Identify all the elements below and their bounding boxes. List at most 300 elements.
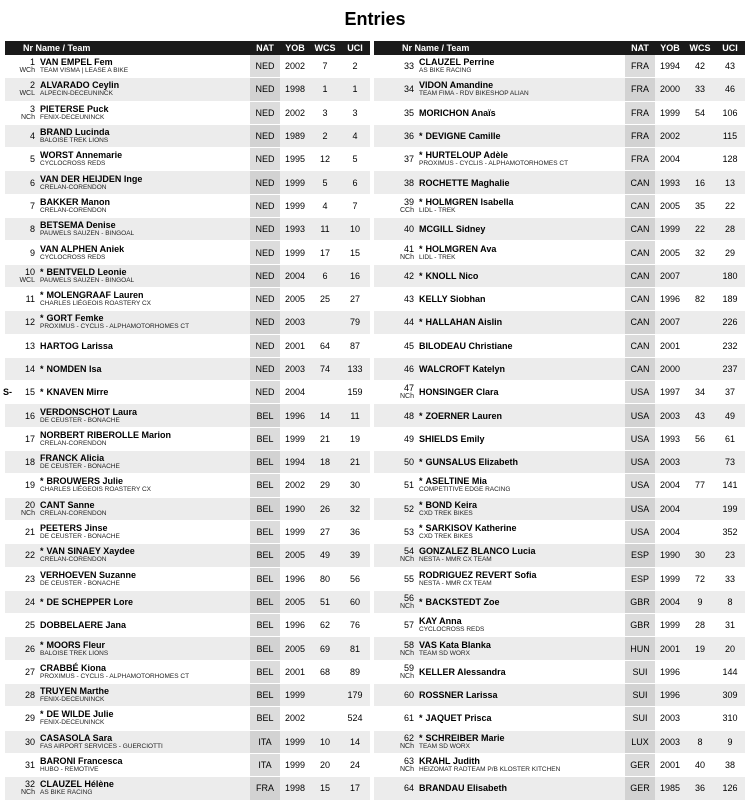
entry-name-cell <box>37 590 250 613</box>
rider-yob: 1996 <box>655 287 685 310</box>
rider-team: HEIZOMAT RADTEAM P/B KLOSTER KITCHEN <box>419 766 561 774</box>
rider-uci: 310 <box>715 707 745 730</box>
entry-number: 33 <box>403 61 414 72</box>
entry-name-cell <box>37 334 250 357</box>
page-title: Entries <box>344 9 406 29</box>
rider-name: HARTOG Larissa <box>40 340 113 351</box>
rider-wcs: 16 <box>685 171 715 194</box>
rider-wcs <box>310 381 340 404</box>
rider-wcs <box>685 451 715 474</box>
rider-yob: 2005 <box>280 544 310 567</box>
rider-wcs <box>685 264 715 287</box>
entry-name-cell <box>37 614 250 637</box>
entry-number-cell <box>5 730 37 753</box>
rider-name-line <box>40 341 250 351</box>
rider-name: WALCROFT Katelyn <box>419 364 506 374</box>
entry-number: 29 <box>24 713 35 724</box>
rider-team: LIDL - TREK <box>419 206 456 214</box>
rider-uci: 39 <box>340 544 370 567</box>
rider-uci: 1 <box>340 78 370 101</box>
rider-name: VAN ALPHEN Aniek <box>40 243 125 254</box>
entry-number: 42 <box>403 270 414 281</box>
rider-nat: SUI <box>625 660 655 683</box>
rider-name: BAKKER Manon <box>40 196 110 207</box>
entry-name-cell <box>416 171 625 194</box>
rider-wcs: 77 <box>685 474 715 497</box>
rider-team: CRELAN-CORENDON <box>40 509 107 517</box>
rider-yob: 2002 <box>655 124 685 147</box>
rider-wcs: 74 <box>310 357 340 380</box>
rider-name: VIDON Amandine <box>419 80 494 91</box>
rider-team: BALOISE TREK LIONS <box>40 137 109 145</box>
rider-nat: GER <box>625 753 655 776</box>
rider-name-line <box>419 197 625 207</box>
entry-number-cell <box>374 148 416 171</box>
rider-name-line <box>40 453 250 463</box>
rider-nat: BEL <box>250 637 280 660</box>
rider-wcs: 68 <box>310 660 340 683</box>
rider-yob: 1997 <box>655 381 685 404</box>
table-row <box>374 520 745 543</box>
rider-wcs: 14 <box>310 404 340 427</box>
entry-name-cell <box>37 101 250 124</box>
entry-number: 52 <box>403 503 414 514</box>
table-row <box>374 567 745 590</box>
entry-name-cell <box>416 124 625 147</box>
entry-category: NCh <box>399 672 414 680</box>
entry-number: 1 <box>29 57 35 68</box>
entry-number-cell <box>374 520 416 543</box>
table-row <box>5 124 370 147</box>
rider-name-line <box>40 779 250 789</box>
entry-name-cell <box>416 474 625 497</box>
entry-category: CCh <box>399 206 414 214</box>
rider-wcs: 9 <box>685 590 715 613</box>
star-marker: * <box>40 476 44 487</box>
rider-name: GONZALEZ BLANCO Lucia <box>419 546 536 557</box>
entry-number: 10 <box>24 266 35 277</box>
rider-yob: 2001 <box>655 334 685 357</box>
rider-name: ASELTINE Mia <box>425 476 487 487</box>
rider-team: DE CEUSTER - BONACHE <box>40 416 120 424</box>
entry-name-cell <box>37 520 250 543</box>
rider-name-line <box>40 407 250 417</box>
rider-name-line <box>40 57 250 67</box>
rider-team: CYCLOCROSS REDS <box>419 626 485 634</box>
rider-wcs <box>685 124 715 147</box>
entries-table-right <box>374 41 745 801</box>
entry-name-cell <box>37 637 250 660</box>
entry-category: NCh <box>20 509 35 517</box>
rider-team: NESTA - MMR CX TEAM <box>419 556 492 564</box>
entry-number-cell <box>5 241 37 264</box>
rider-name: BRANDAU Elisabeth <box>419 783 508 794</box>
rider-team: LIDL - TREK <box>419 253 456 261</box>
rider-wcs: 26 <box>310 497 340 520</box>
rider-nat: USA <box>625 474 655 497</box>
rider-name-line <box>419 411 625 421</box>
table-row <box>374 730 745 753</box>
rider-wcs: 29 <box>310 474 340 497</box>
entry-number-cell <box>5 381 37 404</box>
rider-name: JAQUET Prisca <box>425 713 492 724</box>
table-row <box>374 334 745 357</box>
rider-yob: 2004 <box>280 381 310 404</box>
entries-body-right <box>374 55 745 800</box>
rider-name-line <box>40 733 250 743</box>
rider-wcs: 49 <box>310 544 340 567</box>
rider-yob: 1999 <box>280 753 310 776</box>
rider-nat: NED <box>250 55 280 78</box>
rider-name: NORBERT RIBEROLLE Marion <box>40 429 172 440</box>
entry-number: 53 <box>403 527 414 538</box>
rider-wcs: 32 <box>685 241 715 264</box>
entry-name-cell <box>416 660 625 683</box>
rider-team: PAUWELS SAUZEN - BINGOAL <box>40 276 135 284</box>
rider-nat: FRA <box>625 78 655 101</box>
table-row <box>5 730 370 753</box>
table-row <box>374 753 745 776</box>
rider-uci: 4 <box>340 124 370 147</box>
rider-nat: FRA <box>250 777 280 800</box>
table-row <box>5 614 370 637</box>
rider-uci: 159 <box>340 381 370 404</box>
entry-number-cell <box>374 241 416 264</box>
rider-yob: 1985 <box>655 777 685 800</box>
rider-name: VAS Kata Blanka <box>419 639 491 650</box>
rider-nat: NED <box>250 381 280 404</box>
rider-nat: USA <box>625 520 655 543</box>
rider-uci: 22 <box>715 194 745 217</box>
rider-name-line <box>419 57 625 67</box>
table-row <box>374 474 745 497</box>
rider-uci: 76 <box>340 614 370 637</box>
entry-number: 23 <box>24 573 35 584</box>
rider-nat: BEL <box>250 451 280 474</box>
rider-uci: 31 <box>715 614 745 637</box>
rider-nat: BEL <box>250 404 280 427</box>
rider-name: VAN EMPEL Fem <box>40 57 113 68</box>
entry-number: 63 <box>403 756 414 767</box>
entry-name-cell <box>37 287 250 310</box>
table-row <box>374 264 745 287</box>
entry-name-cell <box>37 357 250 380</box>
table-row <box>5 567 370 590</box>
rider-yob: 1999 <box>655 614 685 637</box>
rider-nat: BEL <box>250 520 280 543</box>
rider-name: DOBBELAERE Jana <box>40 620 127 631</box>
rider-name: SARKISOV Katherine <box>425 523 517 534</box>
rider-yob: 2003 <box>280 357 310 380</box>
rider-wcs: 62 <box>310 614 340 637</box>
entry-number-cell <box>374 707 416 730</box>
entry-name-cell <box>416 334 625 357</box>
rider-wcs: 15 <box>310 777 340 800</box>
rider-uci: 32 <box>340 497 370 520</box>
rider-name-line <box>419 80 625 90</box>
rider-yob: 2002 <box>280 474 310 497</box>
rider-nat: USA <box>625 497 655 520</box>
rider-uci: 14 <box>340 730 370 753</box>
entry-category: NCh <box>20 113 35 121</box>
entry-category: NCh <box>20 789 35 797</box>
entry-number: 36 <box>403 131 414 142</box>
entry-number-cell <box>5 334 37 357</box>
entry-number-cell <box>374 381 416 404</box>
entry-number: 2 <box>29 80 35 91</box>
entry-number: 8 <box>29 224 35 235</box>
rider-yob: 1993 <box>655 171 685 194</box>
rider-name: KNAVEN Mirre <box>46 387 109 398</box>
entry-number-cell <box>5 218 37 241</box>
star-marker: * <box>40 546 44 557</box>
rider-name-line <box>419 387 625 397</box>
rider-wcs: 42 <box>685 55 715 78</box>
entry-name-cell <box>416 520 625 543</box>
table-row <box>5 590 370 613</box>
rider-wcs: 82 <box>685 287 715 310</box>
rider-name: TRUYEN Marthe <box>40 686 110 697</box>
rider-name-line <box>40 500 250 510</box>
col-header-yob: YOB <box>655 41 685 55</box>
rider-name: ROSSNER Larissa <box>419 690 498 701</box>
entry-name-cell <box>37 218 250 241</box>
rider-wcs: 25 <box>310 287 340 310</box>
entry-number: 56 <box>403 592 414 603</box>
rider-name: HONSINGER Clara <box>419 387 499 398</box>
entry-name-cell <box>37 497 250 520</box>
rider-name-line <box>419 434 625 444</box>
table-row <box>374 171 745 194</box>
rider-name-line <box>40 523 250 533</box>
entry-name-cell <box>416 404 625 427</box>
entry-number-cell <box>374 55 416 78</box>
rider-team: CYCLOCROSS REDS <box>40 160 106 168</box>
rider-nat: BEL <box>250 427 280 450</box>
rider-name-line <box>40 244 250 254</box>
rider-uci: 126 <box>715 777 745 800</box>
rider-uci: 28 <box>715 218 745 241</box>
entry-name-cell <box>416 497 625 520</box>
rider-team: DE CEUSTER - BONACHE <box>40 579 120 587</box>
rider-team: CHARLES LIÉGEOIS ROASTERY CX <box>40 300 152 308</box>
table-row <box>374 497 745 520</box>
entry-number-cell <box>5 264 37 287</box>
rider-name: BETSEMA Denise <box>40 220 116 231</box>
rider-uci: 17 <box>340 777 370 800</box>
rider-wcs <box>685 707 715 730</box>
entry-number: 25 <box>24 620 35 631</box>
entry-name-cell <box>37 171 250 194</box>
entry-name-cell <box>416 637 625 660</box>
entry-name-cell <box>416 78 625 101</box>
rider-team: DE CEUSTER - BONACHE <box>40 533 120 541</box>
entry-name-cell <box>416 567 625 590</box>
table-row <box>374 381 745 404</box>
rider-nat: USA <box>625 451 655 474</box>
entry-number-cell <box>5 124 37 147</box>
entry-name-cell <box>37 55 250 78</box>
rider-uci: 20 <box>715 637 745 660</box>
entry-number-cell <box>5 590 37 613</box>
rider-uci: 141 <box>715 474 745 497</box>
rider-name: SHIELDS Emily <box>419 433 485 444</box>
rider-team: AS BIKE RACING <box>419 67 472 75</box>
rider-name-line <box>419 178 625 188</box>
rider-nat: FRA <box>625 101 655 124</box>
rider-wcs <box>685 520 715 543</box>
entry-number-cell <box>5 497 37 520</box>
entry-name-cell <box>416 287 625 310</box>
rider-team: HUBO - REMOTIVE <box>40 766 99 774</box>
rider-name: BILODEAU Christiane <box>419 340 513 351</box>
star-marker: * <box>419 713 423 724</box>
star-marker: * <box>40 290 44 301</box>
rider-team: FENIX-DECEUNINCK <box>40 696 105 704</box>
star-marker: * <box>419 499 423 510</box>
rider-wcs: 4 <box>310 194 340 217</box>
rider-name-line <box>40 104 250 114</box>
entry-number-cell <box>5 753 37 776</box>
table-row <box>374 124 745 147</box>
rider-yob: 1990 <box>280 497 310 520</box>
rider-nat: NED <box>250 101 280 124</box>
rider-team: PAUWELS SAUZEN - BINGOAL <box>40 230 135 238</box>
rider-name: HALLAHAN Aislin <box>425 317 503 328</box>
rider-name-line <box>419 616 625 626</box>
rider-yob: 1996 <box>655 660 685 683</box>
star-marker: * <box>419 732 423 743</box>
rider-nat: ITA <box>250 753 280 776</box>
rider-nat: USA <box>625 381 655 404</box>
rider-uci: 3 <box>340 101 370 124</box>
col-header-uci: UCI <box>715 41 745 55</box>
rider-name-line <box>419 597 625 607</box>
entry-prefix: S- <box>3 387 12 398</box>
rider-team: PROXIMUS - CYCLIS - ALPHAMOTORHOMES CT <box>419 160 569 168</box>
rider-team: PROXIMUS - CYCLIS - ALPHAMOTORHOMES CT <box>40 323 190 331</box>
rider-uci: 46 <box>715 78 745 101</box>
rider-name: PIETERSE Puck <box>40 103 109 114</box>
rider-nat: CAN <box>625 171 655 194</box>
rider-nat: BEL <box>250 614 280 637</box>
entry-number-cell <box>374 404 416 427</box>
rider-uci: 33 <box>715 567 745 590</box>
rider-nat: FRA <box>625 124 655 147</box>
rider-uci: 43 <box>715 55 745 78</box>
entry-category: NCh <box>399 556 414 564</box>
entry-number-cell <box>374 78 416 101</box>
rider-nat: NED <box>250 148 280 171</box>
rider-name: DEVIGNE Camille <box>425 131 501 142</box>
col-header-nr-name: Nr Name / Team <box>5 41 250 55</box>
entry-name-cell <box>416 777 625 800</box>
rider-name: BARONI Francesca <box>40 756 123 767</box>
rider-uci: 56 <box>340 567 370 590</box>
rider-name: PEETERS Jinse <box>40 523 108 534</box>
entry-number: 30 <box>24 736 35 747</box>
entry-number-cell <box>374 357 416 380</box>
rider-team: CRELAN-CORENDON <box>40 206 107 214</box>
rider-wcs <box>685 684 715 707</box>
rider-wcs: 54 <box>685 101 715 124</box>
entry-category: NCh <box>399 253 414 261</box>
entry-name-cell <box>37 474 250 497</box>
rider-wcs: 80 <box>310 567 340 590</box>
rider-uci: 9 <box>715 730 745 753</box>
entry-number: 7 <box>29 200 35 211</box>
entry-number: 24 <box>24 596 35 607</box>
table-row <box>374 451 745 474</box>
entry-number: 15 <box>24 387 35 398</box>
star-marker: * <box>40 313 44 324</box>
rider-wcs: 30 <box>685 544 715 567</box>
entry-number-cell <box>5 474 37 497</box>
entry-category: WCh <box>19 67 35 75</box>
rider-nat: FRA <box>625 55 655 78</box>
rider-team: CYCLOCROSS REDS <box>40 253 106 261</box>
entry-number: 9 <box>29 247 35 258</box>
rider-yob: 1998 <box>280 777 310 800</box>
rider-yob: 2003 <box>655 451 685 474</box>
entry-number: 28 <box>24 690 35 701</box>
entries-table-left <box>5 41 370 801</box>
rider-team: PROXIMUS - CYCLIS - ALPHAMOTORHOMES CT <box>40 672 190 680</box>
star-marker: * <box>40 639 44 650</box>
rider-yob: 1998 <box>280 78 310 101</box>
rider-yob: 1999 <box>280 427 310 450</box>
entry-number: 12 <box>24 317 35 328</box>
rider-uci: 87 <box>340 334 370 357</box>
rider-uci: 89 <box>340 660 370 683</box>
star-marker: * <box>419 270 423 281</box>
rider-name: HURTELOUP Adèle <box>425 150 509 161</box>
rider-yob: 2007 <box>655 311 685 334</box>
rider-yob: 2005 <box>280 637 310 660</box>
entry-number: 51 <box>403 480 414 491</box>
rider-yob: 1999 <box>655 101 685 124</box>
entry-number: 38 <box>403 177 414 188</box>
rider-nat: HUN <box>625 637 655 660</box>
rider-uci: 5 <box>340 148 370 171</box>
rider-name: VAN SINAEY Xaydee <box>46 546 135 557</box>
rider-team: TEAM FIMA - RDV BIKESHOP ALIAN <box>419 90 529 98</box>
rider-yob: 1999 <box>280 171 310 194</box>
entry-number: 21 <box>24 527 35 538</box>
entry-category: NCh <box>399 602 414 610</box>
entry-number: 44 <box>403 317 414 328</box>
star-marker: * <box>419 317 423 328</box>
entry-number: 57 <box>403 620 414 631</box>
rider-team: CRELAN-CORENDON <box>40 183 107 191</box>
rider-uci: 7 <box>340 194 370 217</box>
rider-name: KELLY Siobhan <box>419 294 486 305</box>
rider-nat: BEL <box>250 497 280 520</box>
rider-nat: LUX <box>625 730 655 753</box>
rider-name-line <box>40 80 250 90</box>
rider-nat: BEL <box>250 684 280 707</box>
entry-category: NCh <box>399 393 414 401</box>
rider-uci: 11 <box>340 404 370 427</box>
entry-name-cell <box>416 218 625 241</box>
entry-number: 62 <box>403 732 414 743</box>
entry-number: 55 <box>403 573 414 584</box>
rider-uci: 352 <box>715 520 745 543</box>
rider-nat: SUI <box>625 684 655 707</box>
rider-yob: 2002 <box>280 55 310 78</box>
rider-name-line <box>419 271 625 281</box>
rider-team: CHARLES LIÉGEOIS ROASTERY CX <box>40 486 152 494</box>
